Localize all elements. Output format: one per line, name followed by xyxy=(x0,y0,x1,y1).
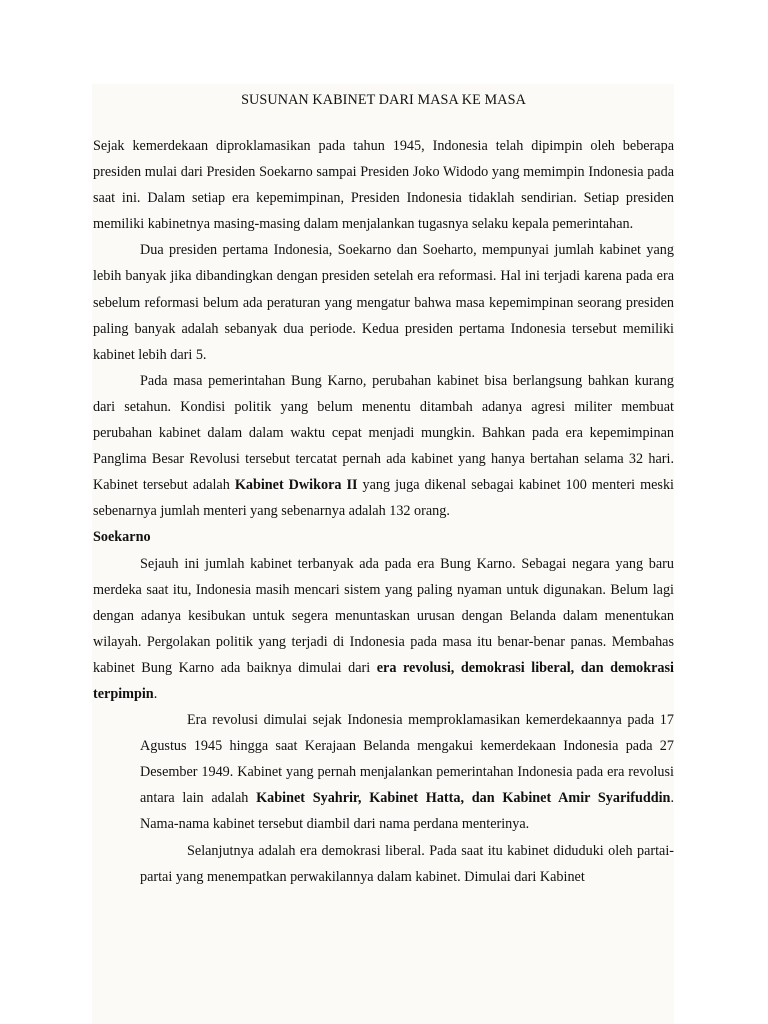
paragraph-text: Era revolusi dimulai sejak Indonesia memproklamasikan kemerdekaannya pada 17 Agustus 1945 hingga saat Kerajaan Belanda mengakui kemerdekaan Indonesia pada 27 Desember 1949. Kabinet yang pernah menjalankan pemerintahan Indonesia pada era revolusi antara lain adalah xyxy=(140,712,674,807)
paragraph-text: Sejauh ini jumlah kabinet terbanyak ada pada era Bung Karno. Sebagai negara yang baru merdeka saat itu, Indonesia masih mencari sistem yang paling nyaman untuk digunakan. Belum lagi dengan adanya kesibukan untuk segera menuntaskan urusan dengan Belanda dalam menentukan wilayah. Pergolakan politik yang terjadi di Indonesia pada masa itu benar-benar panas. Membahas kabinet Bung Karno ada baiknya dimulai dari xyxy=(93,555,674,676)
title-spacing xyxy=(93,118,674,133)
paragraph-text: . Nama-nama kabinet tersebut diambil dari nama perdana menterinya. xyxy=(140,790,674,833)
bold-text: era revolusi, demokrasi liberal, dan demokrasi terpimpin xyxy=(93,659,674,702)
paragraph-text: Pada masa pemerintahan Bung Karno, perubahan kabinet bisa berlangsung bahkan kurang dari setahun. Kondisi politik yang belum menentu ditambah adanya agresi militer membuat perubahan kabinet dalam dalam waktu cepat menjadi mungkin. Bahkan pada era kepemimpinan Panglima Besar Revolusi tersebut tercatat pernah ada kabinet yang hanya bertahan selama 32 hari. Kabinet tersebut adalah xyxy=(93,372,674,494)
paragraph-first-presidents: Dua presiden pertama Indonesia, Soekarno dan Soeharto, mempunyai jumlah kabinet yang lebih banyak jika dibandingkan dengan presiden setelah era reformasi. Hal ini terjadi karena pada era sebelum reformasi belum ada peraturan yang mengatur bahwa masa kepemimpinan seorang presiden paling banyak adalah sebanyak dua periode. Kedua presiden pertama Indonesia tersebut memiliki kabinet lebih dari 5. xyxy=(93,242,674,363)
paragraph-text: yang juga dikenal sebagai kabinet 100 menteri meski sebenarnya jumlah menteri yang sebenarnya adalah 132 orang. xyxy=(93,477,674,520)
paragraph-intro: Sejak kemerdekaan diproklamasikan pada tahun 1945, Indonesia telah dipimpin oleh beberapa presiden mulai dari Presiden Soekarno sampai Presiden Joko Widodo yang memimpin Indonesia pada saat ini. Dalam setiap era kepemimpinan, Presiden Indonesia tidaklah sendirian. Setiap presiden memiliki kabinetnya masing-masing dalam menjalankan tugasnya selaku kepala pemerintahan. xyxy=(93,138,674,233)
paragraph-soekarno-era xyxy=(93,551,674,708)
paragraph-text: . xyxy=(153,685,158,702)
document-body xyxy=(93,84,674,890)
bold-text: Kabinet Syahrir, Kabinet Hatta, dan Kabinet Amir Syarifuddin xyxy=(256,790,671,807)
indented-block xyxy=(140,707,674,890)
bold-text: Kabinet Dwikora II xyxy=(234,477,358,494)
section-heading-soekarno: Soekarno xyxy=(93,529,151,546)
paragraph-liberal-democracy: Selanjutnya adalah era demokrasi liberal. Pada saat itu kabinet diduduki oleh partai-partai yang menempatkan perwakilannya dalam kabinet. Dimulai dari Kabinet xyxy=(140,842,674,885)
paragraph-revolution-era xyxy=(140,707,674,837)
paragraph-bung-karno-cabinets xyxy=(93,368,674,525)
page-title: SUSUNAN KABINET DARI MASA KE MASA xyxy=(241,92,526,108)
